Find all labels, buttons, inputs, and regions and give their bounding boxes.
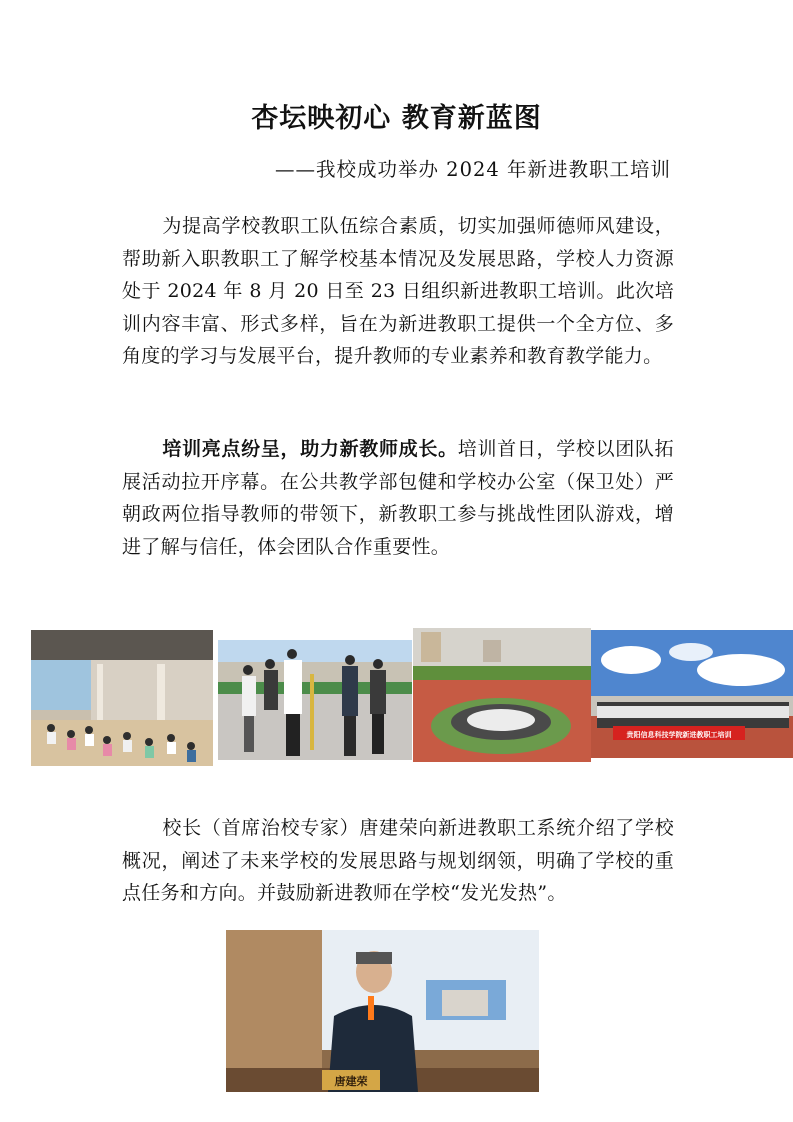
paragraph-highlights xyxy=(122,433,674,563)
highlight-lead: 培训亮点纷呈，助力新教师成长。 xyxy=(162,438,458,460)
paragraph-intro-text: 为提高学校教职工队伍综合素质，切实加强师德师风建设，帮助新入职教职工了解学校基本情况及发展思路，学校人力资源处于 2024 年 8 月 20 日至 23 日组织新进教职工培训。此次培训内容丰富、形式多样，旨在为新进教职工提供一个全方位、多角度的学习与发展平台，提升教师的专业素养和教育教学能力。 xyxy=(122,215,674,367)
paragraph-principal-text: 校长（首席治校专家）唐建荣向新进教职工系统介绍了学校概况，阐述了未来学校的发展思路与规划纲领，明确了学校的重点任务和方向。并鼓励新进教师在学校“发光发热”。 xyxy=(122,817,674,904)
article-title: 杏坛映初心 教育新蓝图 xyxy=(251,103,542,134)
photo-group-banner xyxy=(591,630,793,758)
photo-group-circle xyxy=(413,628,591,762)
photo-principal-speech xyxy=(226,930,539,1092)
article-subtitle: ——我校成功举办 2024 年新进教职工培训 xyxy=(274,158,671,181)
banner-text: 贵阳信息科技学院新进教职工培训 xyxy=(626,731,732,739)
photo-indoor-activity xyxy=(31,630,213,766)
nameplate-text: 唐建荣 xyxy=(334,1075,368,1088)
paragraph-principal xyxy=(122,812,674,910)
photo-team-game xyxy=(218,640,412,760)
paragraph-intro xyxy=(122,210,674,373)
highlight-text: 培训首日，学校以团队拓展活动拉开序幕。在公共教学部包健和学校办公室（保卫处）严朝政两位指导教师的带领下，新教职工参与挑战性团队游戏，增进了解与信任，体会团队合作重要性。 xyxy=(122,438,674,558)
